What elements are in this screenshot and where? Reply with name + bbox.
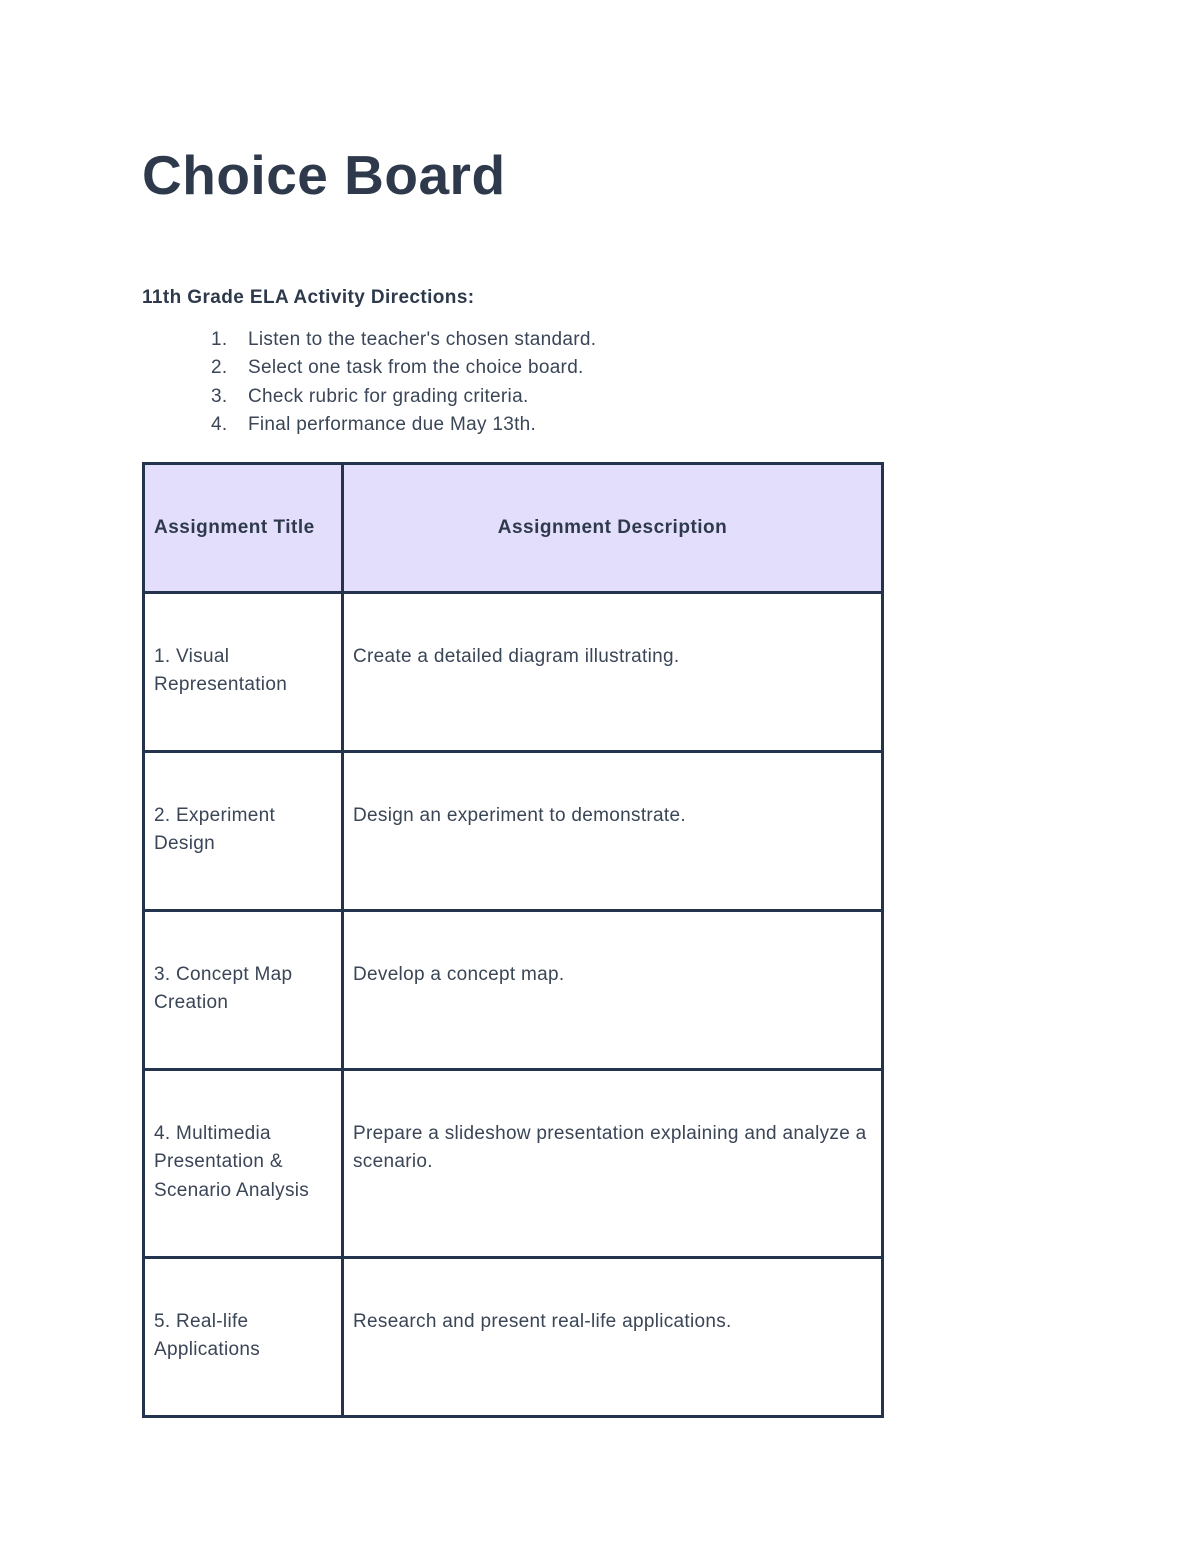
directions-step: [211, 383, 596, 411]
assignment-title-cell: 4. Multimedia Presentation & Scenario Analysis: [144, 1070, 343, 1258]
assignment-description-cell: Develop a concept map.: [343, 911, 883, 1070]
assignment-description-cell: Create a detailed diagram illustrating.: [343, 593, 883, 752]
directions-list: [211, 326, 596, 439]
assignment-description-cell: Design an experiment to demonstrate.: [343, 752, 883, 911]
step-number: 1.: [211, 329, 228, 350]
table-row: [144, 1070, 883, 1258]
directions-step: [211, 326, 596, 354]
assignment-title-cell: 1. Visual Representation: [144, 593, 343, 752]
step-text: Select one task from the choice board.: [248, 357, 584, 379]
assignment-description-cell: Research and present real-life applications.: [343, 1258, 883, 1417]
assignment-title-cell: 3. Concept Map Creation: [144, 911, 343, 1070]
assignment-title-cell: 2. Experiment Design: [144, 752, 343, 911]
step-text: Listen to the teacher's chosen standard.: [248, 329, 597, 350]
directions-heading: 11th Grade ELA Activity Directions:: [142, 287, 475, 308]
step-number: 3.: [211, 385, 228, 407]
table-row: [144, 1258, 883, 1417]
step-number: 4.: [211, 413, 228, 435]
table-row: [144, 752, 883, 911]
step-number: 2.: [211, 357, 228, 379]
choice-board-table: [142, 462, 884, 1418]
table-row: [144, 911, 883, 1070]
step-text: Check rubric for grading criteria.: [248, 385, 529, 407]
page-title: Choice Board: [142, 144, 506, 206]
directions-step: [211, 411, 596, 439]
step-text: Final performance due May 13th.: [248, 413, 537, 435]
table-header-row: [144, 464, 883, 593]
directions-step: [211, 354, 596, 382]
assignment-description-cell: Prepare a slideshow presentation explaining and analyze a scenario.: [343, 1070, 883, 1258]
header-assignment-description: Assignment Description: [343, 464, 883, 593]
header-assignment-title: Assignment Title: [144, 464, 343, 593]
assignment-title-cell: 5. Real-life Applications: [144, 1258, 343, 1417]
table-row: [144, 593, 883, 752]
